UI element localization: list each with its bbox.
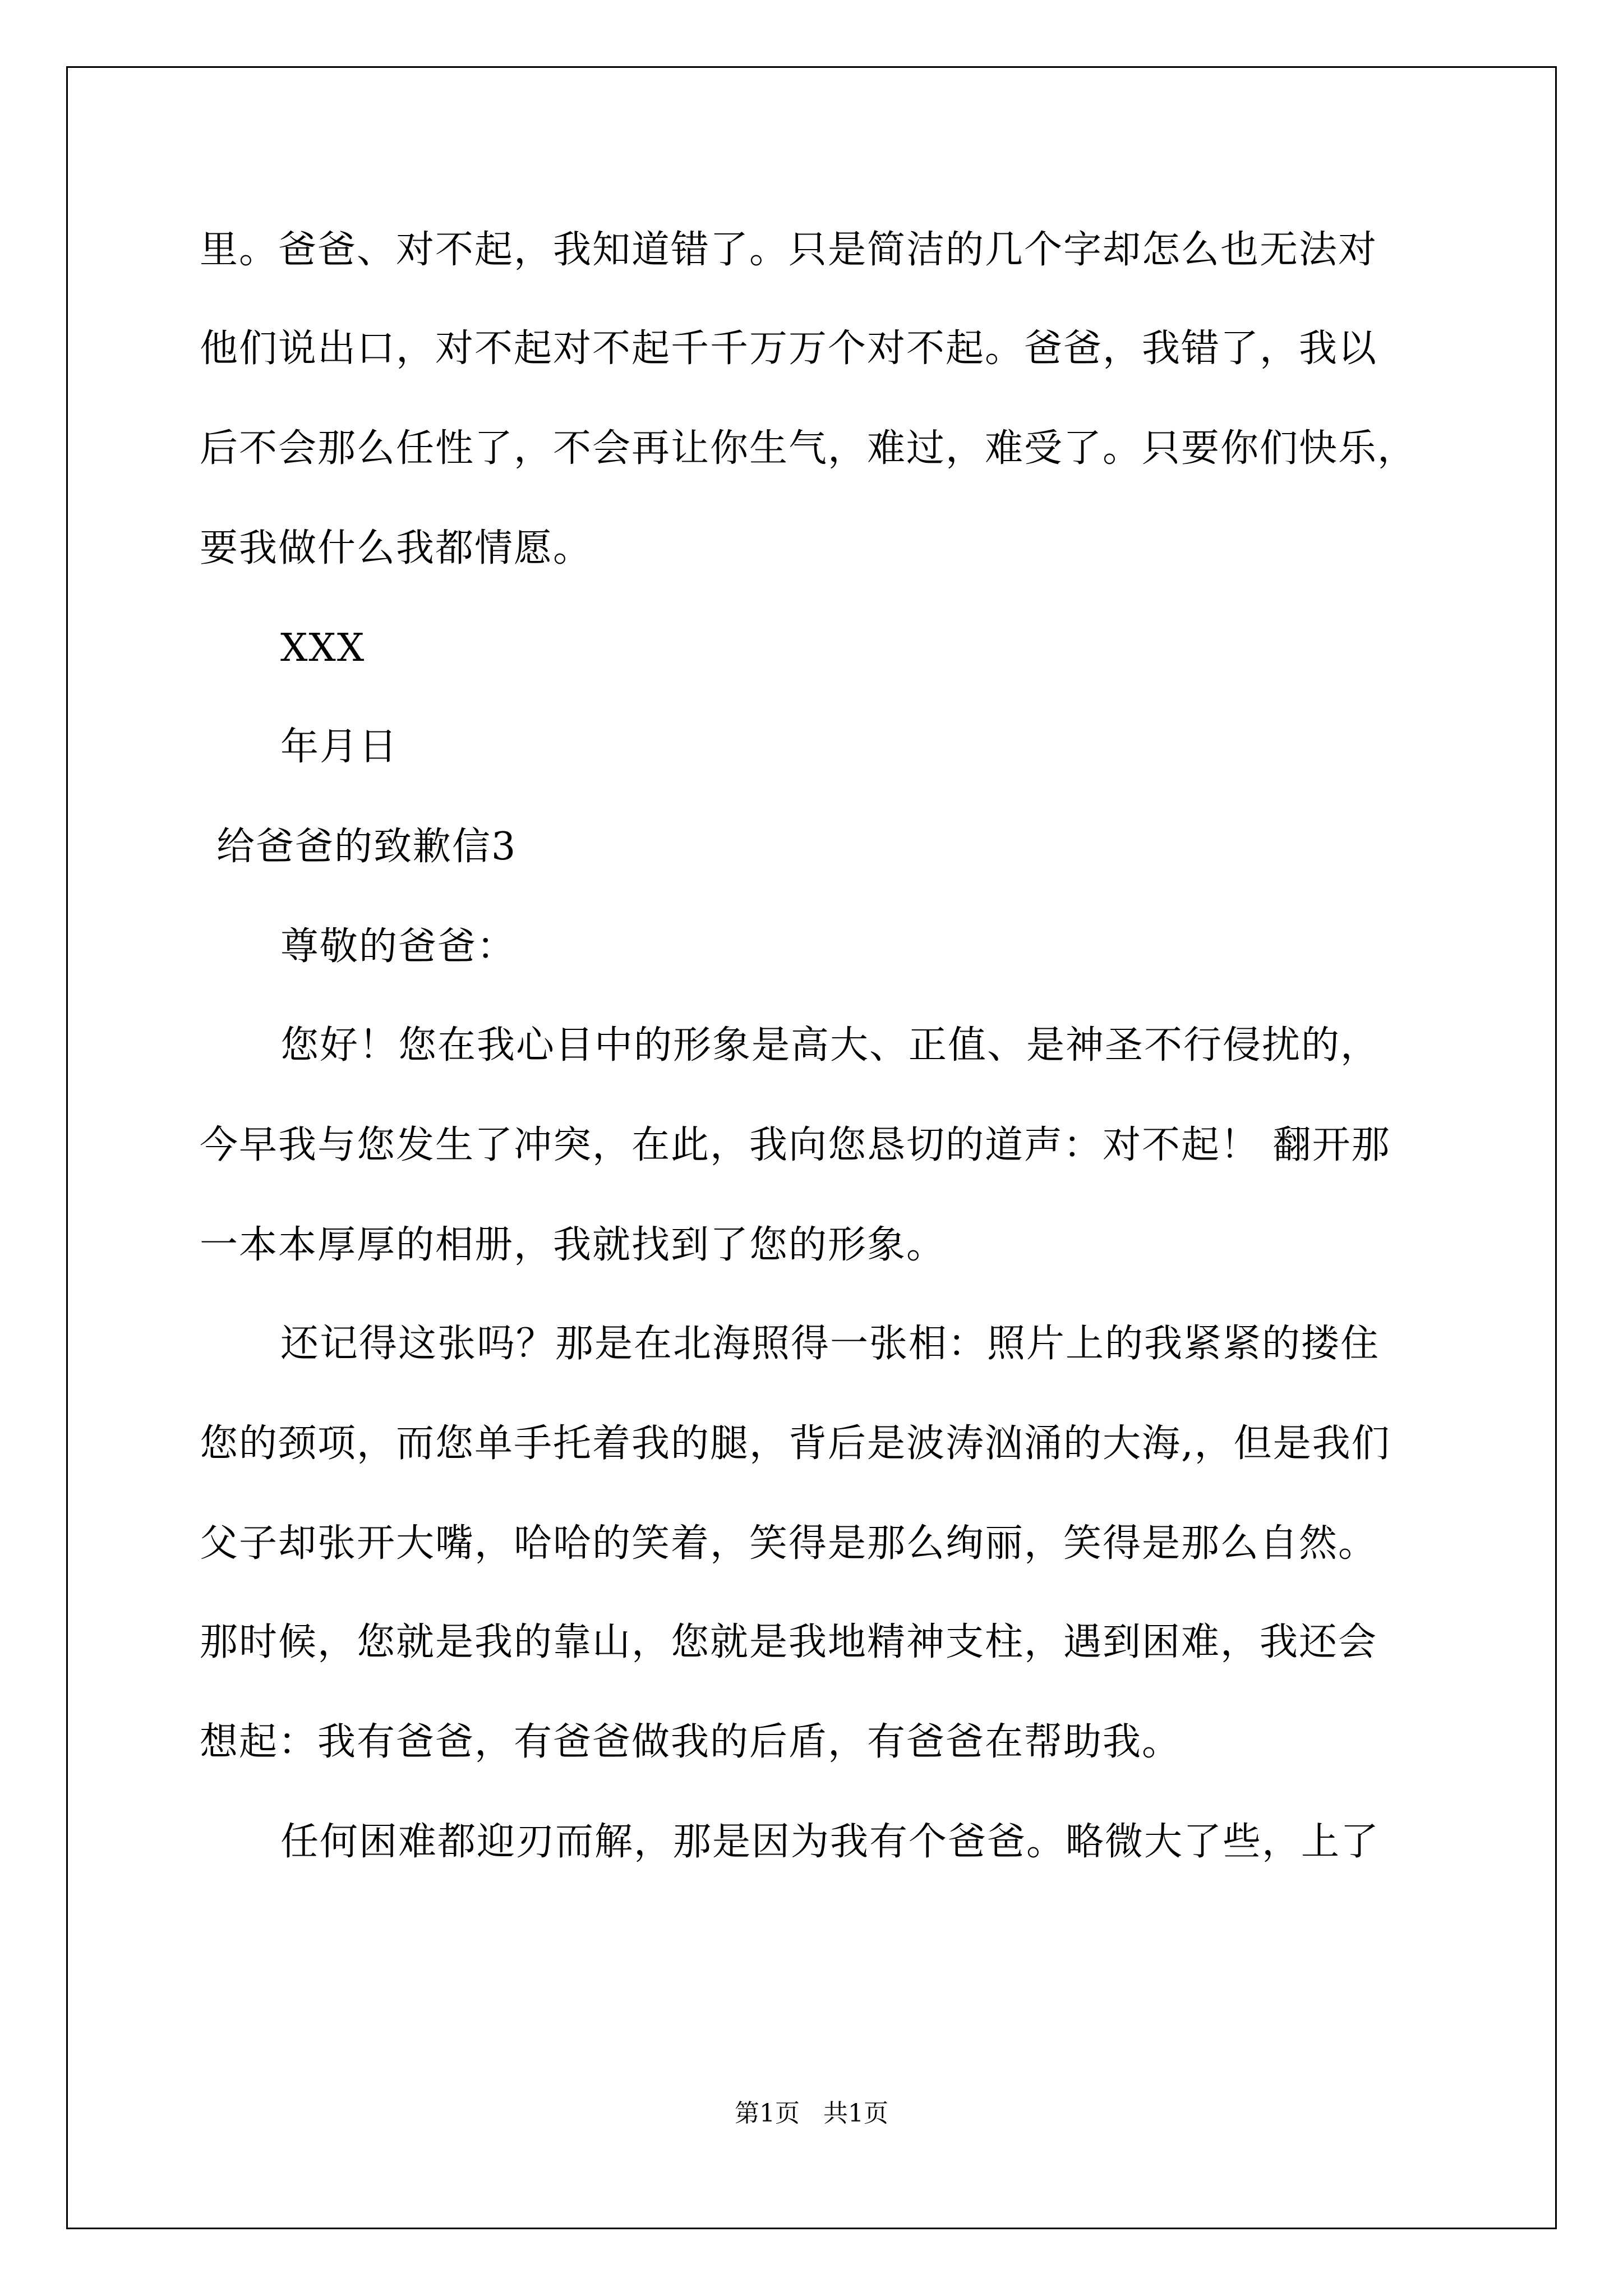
letter-heading: 给爸爸的致歉信3 — [216, 825, 517, 869]
text-line: 还记得这张吗？那是在北海照得一张相：照片上的我紧紧的搂住 — [280, 1322, 1380, 1366]
text-line: 想起：我有爸爸，有爸爸做我的后盾，有爸爸在帮助我。 — [200, 1720, 1182, 1764]
text-line: 您好！您在我心目中的形象是高大、正值、是神圣不行侵扰的， — [280, 1023, 1380, 1068]
salutation: 尊敬的爸爸： — [280, 924, 517, 969]
text-line: 父子却张开大嘴，哈哈的笑着，笑得是那么绚丽，笑得是那么自然。 — [200, 1521, 1378, 1566]
page-number-footer: 第1页 共1页 — [735, 2099, 888, 2128]
text-line: 您的颈项，而您单手托着我的腿，背后是波涛汹涌的大海,，但是我们 — [200, 1421, 1391, 1466]
date-line: 年月日 — [280, 725, 399, 769]
text-line: 他们说出口，对不起对不起千千万万个对不起。爸爸，我错了，我以 — [200, 326, 1378, 371]
text-line: 那时候，您就是我的靠山，您就是我地精神支柱，遇到困难，我还会 — [200, 1620, 1378, 1664]
signature: XXX — [280, 626, 366, 670]
text-line: 后不会那么任性了，不会再让你生气，难过，难受了。只要你们快乐， — [200, 426, 1417, 471]
text-line: 一本本厚厚的相册，我就找到了您的形象。 — [200, 1223, 946, 1267]
text-line: 任何困难都迎刃而解，那是因为我有个爸爸。略微大了些，上了 — [280, 1820, 1380, 1864]
text-line: 里。爸爸、对不起，我知道错了。只是简洁的几个字却怎么也无法对 — [200, 228, 1378, 272]
text-line: 要我做什么我都情愿。 — [200, 526, 593, 570]
text-line: 今早我与您发生了冲突，在此，我向您恳切的道声：对不起！ 翻开那 — [200, 1123, 1391, 1167]
